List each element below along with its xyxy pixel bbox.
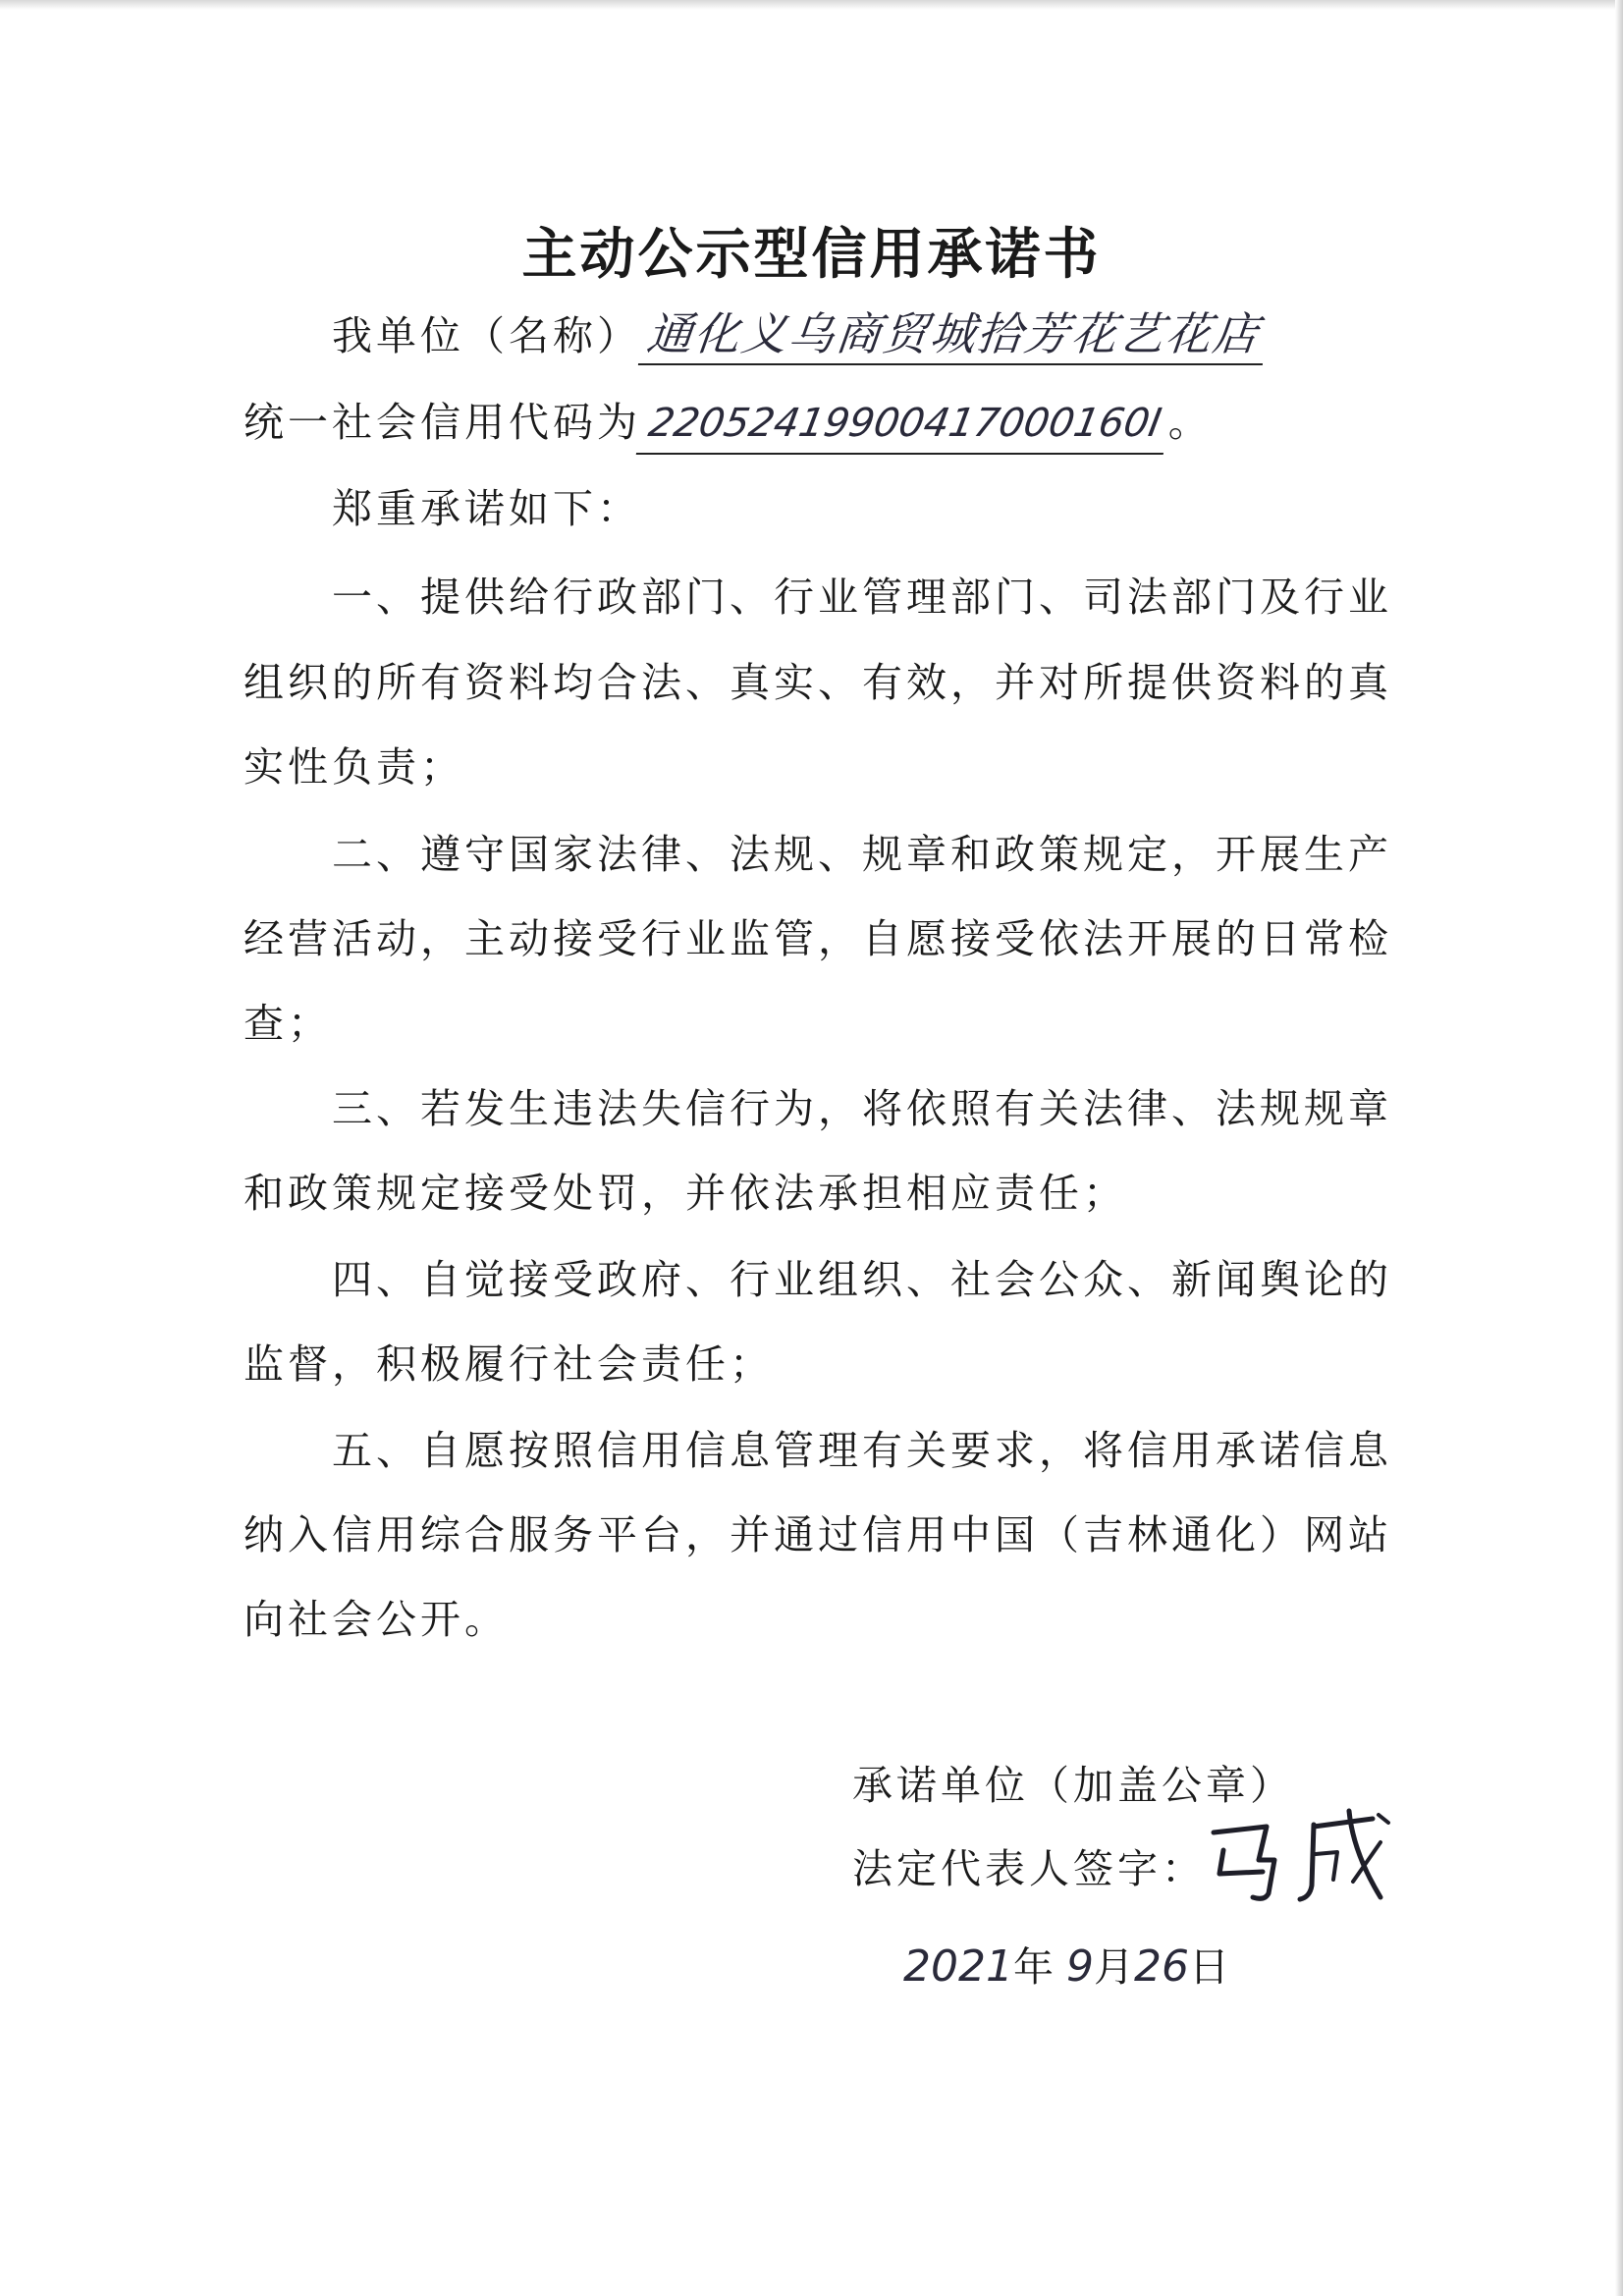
unit-label: 我单位（名称） [332, 312, 641, 359]
date-line [903, 1940, 1229, 1995]
clause-1-line-1: 一、提供给行政部门、行业管理部门、司法部门及行业 [332, 574, 1392, 621]
sign-rep-label: 法定代表人签字： [852, 1845, 1206, 1892]
clause-4-line-2: 监督，积极履行社会责任； [243, 1340, 774, 1388]
clause-3-line-2: 和政策规定接受处罚，并依法承担相应责任； [243, 1170, 1127, 1217]
date-month: 9 [1066, 1941, 1095, 1992]
credit-code-line [243, 395, 1382, 455]
scan-edge-right [1615, 0, 1623, 2296]
clause-2-line-1: 二、遵守国家法律、法规、规章和政策规定，开展生产 [332, 831, 1392, 878]
date-year-char: 年 [1012, 1943, 1054, 1991]
clause-5-line-3: 向社会公开。 [243, 1596, 509, 1643]
date-year: 2021 [903, 1941, 1013, 1992]
unit-name-handwritten: 通化义乌商贸城拾芳花艺花店 [638, 306, 1269, 365]
sign-unit-label: 承诺单位（加盖公章） [852, 1762, 1294, 1809]
intro-line: 郑重承诺如下： [332, 485, 641, 532]
clause-5-line-1: 五、自愿按照信用信息管理有关要求，将信用承诺信息 [332, 1427, 1392, 1474]
date-day: 26 [1134, 1941, 1190, 1992]
document-title: 主动公示型信用承诺书 [521, 222, 1102, 287]
clause-1-line-3: 实性负责； [243, 743, 464, 791]
clause-3-line-1: 三、若发生违法失信行为，将依照有关法律、法规规章 [332, 1085, 1392, 1132]
date-month-char: 月 [1094, 1943, 1135, 1991]
code-label: 统一社会信用代码为 [243, 399, 641, 446]
clause-1-line-2: 组织的所有资料均合法、真实、有效，并对所提供资料的真 [243, 659, 1392, 706]
handwritten-signature [1206, 1803, 1402, 1911]
code-end: 。 [1167, 399, 1213, 446]
clause-5-line-2: 纳入信用综合服务平台，并通过信用中国（吉林通化）网站 [243, 1511, 1392, 1558]
clause-4-line-1: 四、自觉接受政府、行业组织、社会公众、新闻舆论的 [332, 1256, 1392, 1303]
credit-code-handwritten: 22052419900417000160I [636, 396, 1173, 455]
clause-2-line-3: 查； [243, 1000, 332, 1047]
clause-2-line-2: 经营活动，主动接受行业监管，自愿接受依法开展的日常检 [243, 915, 1392, 962]
date-day-char: 日 [1189, 1943, 1230, 1991]
unit-name-line [332, 306, 1382, 365]
scan-edge-top [0, 0, 1623, 10]
